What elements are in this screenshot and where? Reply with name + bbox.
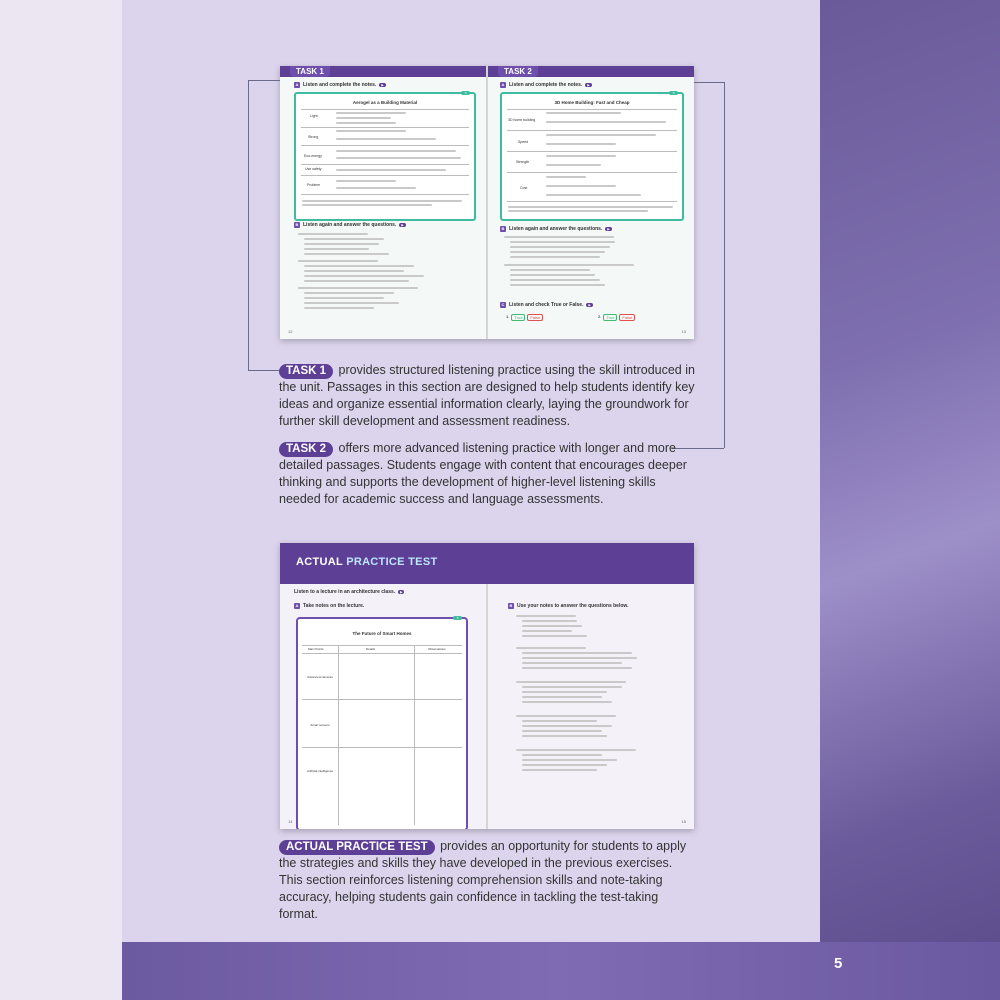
page-number-14: 14 — [288, 819, 293, 824]
section-a-badge: A — [295, 82, 299, 87]
page-number: 5 — [834, 955, 843, 972]
page-number-15: 15 — [681, 819, 686, 824]
footer-band — [122, 942, 1000, 1000]
task1-notes-box: ✎ Aerogel as a Building Material Light Strong Eco-energy Use safety Problem — [294, 92, 476, 221]
page-number-13: 13 — [681, 329, 686, 334]
page-background-left — [0, 0, 122, 1000]
task2-notes-box: ✎ 3D Home Building: Fast and Cheap 3D home building Speed Strength Cost — [500, 92, 684, 221]
task2-section-a-heading: A Listen and complete the notes. ▶ — [501, 82, 590, 88]
true-false-1: 1. True False — [506, 314, 543, 321]
note-tag: ✎ — [461, 91, 470, 95]
task2-notes-title: 3D Home Building: Fast and Cheap — [554, 100, 630, 105]
task1-notes-title: Aerogel as a Building Material — [352, 100, 418, 105]
task1-page — [280, 66, 486, 339]
practice-test-label-pill: ACTUAL PRACTICE TEST — [279, 840, 435, 855]
task1-label-pill: TASK 1 — [279, 364, 333, 379]
true-false-2: 2. True False — [598, 314, 635, 321]
practice-test-section-b-heading: B Use your notes to answer the questions below. — [509, 603, 629, 609]
connector-task1-bottom — [248, 370, 280, 371]
task2-tab: TASK 2 — [498, 66, 538, 77]
page-background-right — [820, 0, 1000, 1000]
task2-page — [488, 66, 694, 339]
task1-section-b-heading: B Listen again and answer the questions. ▶ — [295, 222, 404, 228]
practice-test-intro: Listen to a lecture in an architecture class. ▶ — [294, 589, 403, 595]
task2-section-b-heading: B Listen again and answer the questions. ▶ — [501, 226, 610, 232]
page-number-12: 12 — [288, 329, 293, 334]
book-spread-tasks — [280, 66, 694, 339]
notes-table-title: The Future of Smart Homes — [352, 631, 412, 636]
connector-task2-vertical — [724, 82, 725, 448]
task1-section-a-heading: A Listen and complete the notes. ▶ — [295, 82, 384, 88]
task1-tab: TASK 1 — [290, 66, 330, 77]
practice-test-description: ACTUAL PRACTICE TEST provides an opportunity for students to apply the strategies and skills they have developed in the previous exercises. This section reinforces listening comprehension skills and note-taking accuracy, helping students gain confidence in tackling the test-taking format. — [279, 839, 687, 921]
task2-label-pill: TASK 2 — [279, 442, 333, 457]
practice-test-title: ACTUAL PRACTICE TEST — [296, 556, 438, 568]
task2-description: TASK 2 offers more advanced listening practice with longer and more detailed passages. Students engage with content that encourages deeper thinking and supports the development of higher-level listening skills needed for academic success and language assessments. — [279, 441, 687, 506]
book-spread-practice-test — [280, 543, 694, 829]
audio-track-icon: ▶ — [381, 83, 384, 87]
task2-section-c-heading: C Listen and check True or False. ▶ — [501, 302, 591, 308]
practice-test-right-page — [488, 584, 694, 829]
connector-task1-vertical — [248, 80, 249, 370]
practice-test-section-a-heading: A Take notes on the lecture. — [295, 603, 365, 609]
connector-task1-top — [248, 80, 280, 81]
book-gutter — [486, 584, 488, 829]
practice-test-notes-table: ✎ The Future of Smart Homes Main Points Details Observations Advanced cameras Smart sensors Artificial intelligence — [296, 617, 468, 829]
connector-task2-top — [694, 82, 724, 83]
task1-description: TASK 1 provides structured listening practice using the skill introduced in the unit. Passages in this section are designed to help students identify key ideas and organize essential information clearly, laying the groundwork for further skill development and assessment readiness. — [279, 363, 695, 428]
